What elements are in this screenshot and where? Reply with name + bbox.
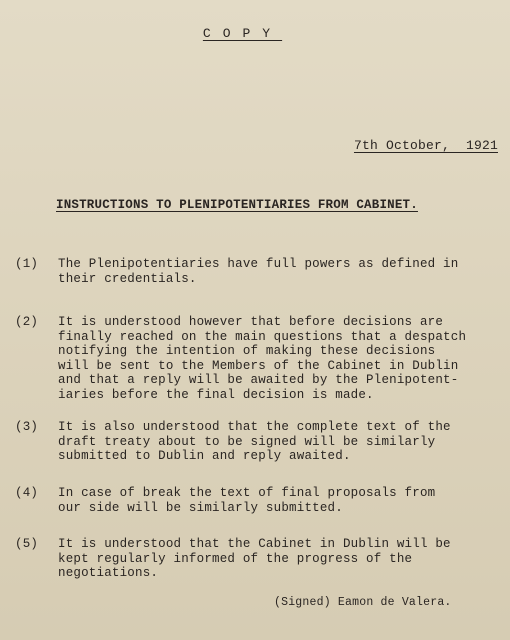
paragraph-text: The Plenipotentiaries have full powers as defined in their credentials.	[58, 257, 459, 286]
paragraph-text: It is understood however that before decisions are finally reached on the main questions that a despatch notifying the intention of making these decisions will be sent to the Members of the Cabinet in Dublin and that a reply will be awaited by the Plenipotent- iaries before the final decision is made.	[58, 315, 467, 402]
paragraph-number: (5)	[15, 537, 39, 551]
paragraph-number: (3)	[15, 420, 39, 434]
document-title: INSTRUCTIONS TO PLENIPOTENTIARIES FROM CABINET.	[56, 198, 418, 212]
paragraph-text: It is understood that the Cabinet in Dublin will be kept regularly informed of the progress of the negotiations.	[58, 537, 451, 580]
paragraph-number: (4)	[15, 486, 39, 500]
paragraph-text: It is also understood that the complete text of the draft treaty about to be signed will be similarly submitted to Dublin and reply awaited.	[58, 420, 451, 463]
copy-heading: COPY	[202, 26, 283, 41]
paragraph-text: In case of break the text of final proposals from our side will be similarly submitted.	[58, 486, 436, 515]
signature-line: (Signed) Eamon de Valera.	[274, 596, 452, 609]
paragraph-number: (1)	[15, 257, 39, 271]
document-date: 7th October, 1921	[353, 138, 498, 153]
paragraph-number: (2)	[15, 315, 39, 329]
